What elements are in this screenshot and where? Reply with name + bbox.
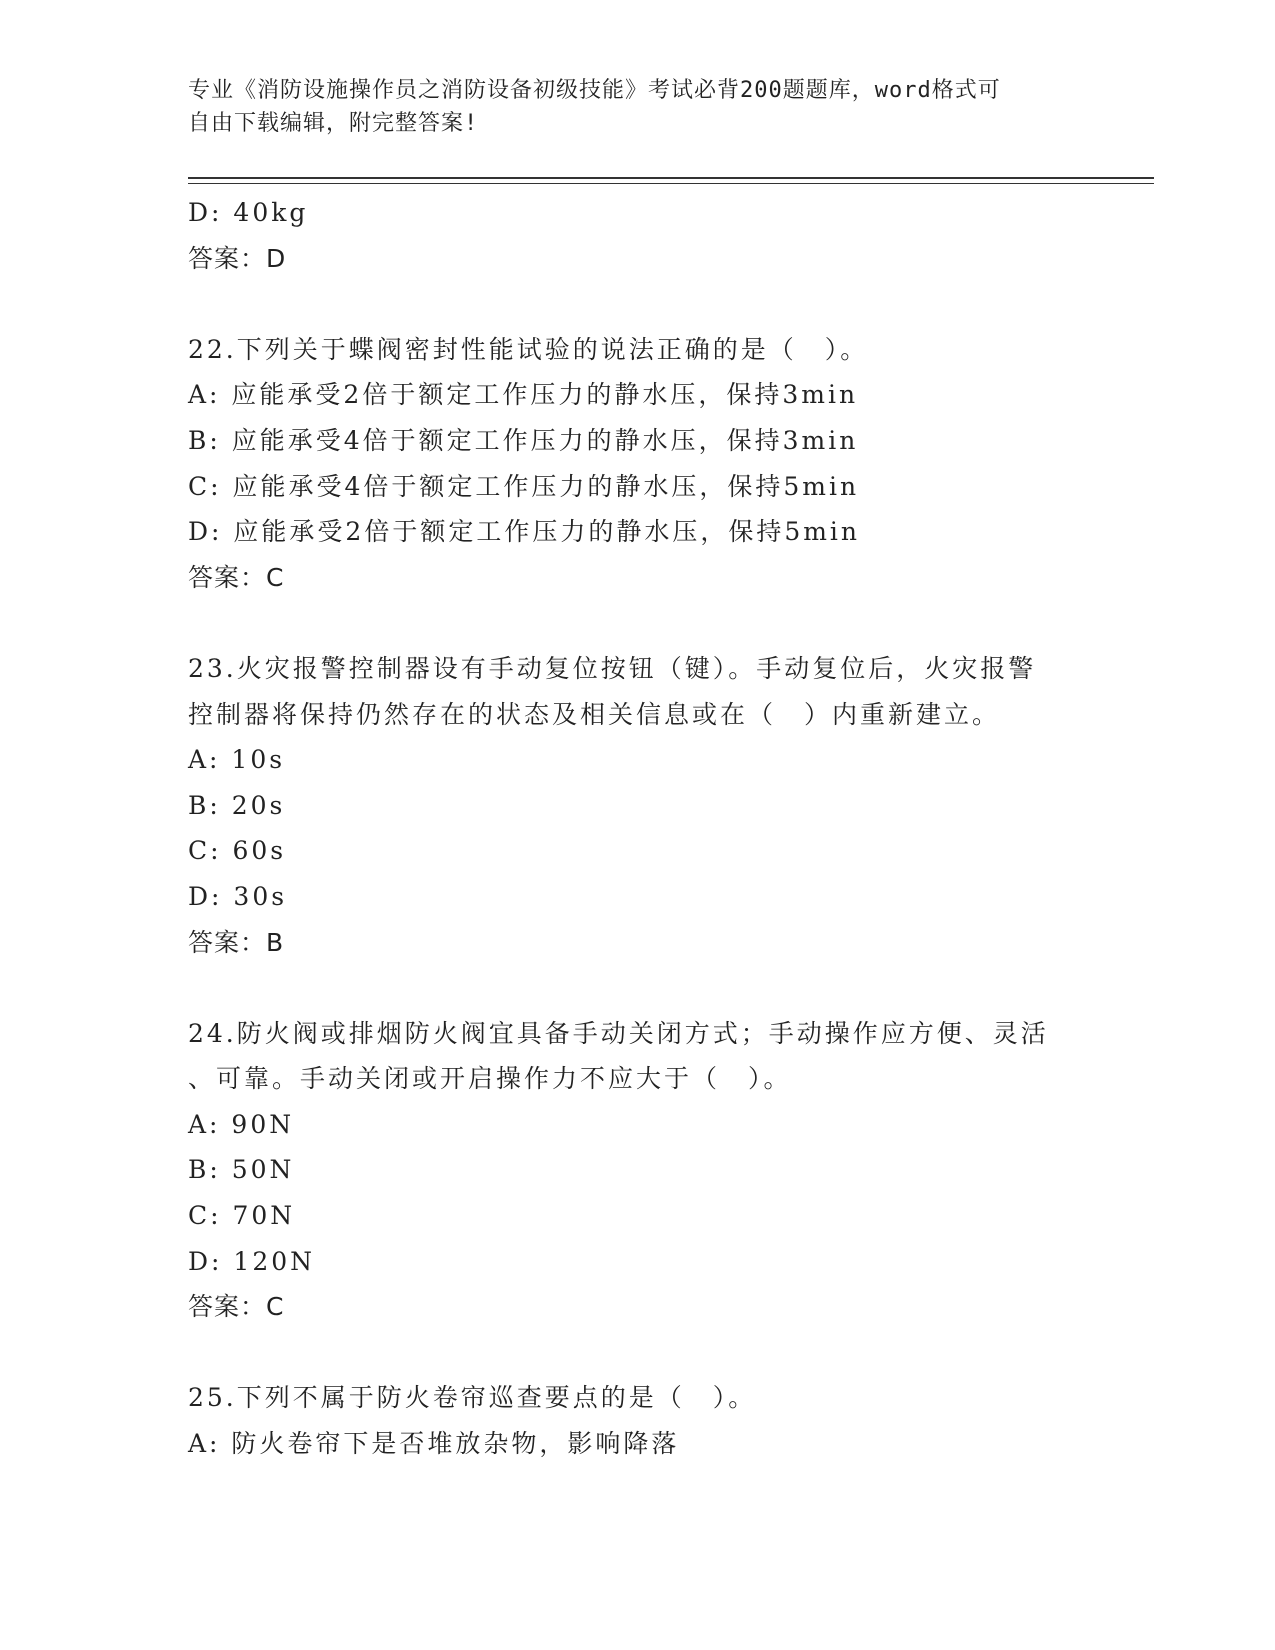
header-line-1: 专业《消防设施操作员之消防设备初级技能》考试必背200题题库，word格式可 bbox=[188, 78, 1001, 103]
header-divider-thick bbox=[188, 177, 1154, 179]
question-stem-line-1: 23.火灾报警控制器设有手动复位按钮（键）。手动复位后，火灾报警 bbox=[188, 653, 1037, 683]
option-a: A: 防火卷帘下是否堆放杂物，影响降落 bbox=[188, 1429, 680, 1459]
header-line-2: 自由下载编辑，附完整答案! bbox=[188, 111, 479, 136]
carryover-block bbox=[188, 190, 1088, 281]
answer-line: 答案：B bbox=[188, 927, 285, 957]
option-a: A: 应能承受2倍于额定工作压力的静水压，保持3min bbox=[188, 380, 859, 410]
option-d: D: 30s bbox=[188, 881, 288, 911]
option-d: D: 40kg bbox=[188, 198, 309, 227]
question-stem: 22.下列关于蝶阀密封性能试验的说法正确的是（ ）。 bbox=[188, 334, 869, 364]
option-a: A: 90N bbox=[188, 1109, 295, 1139]
question-stem: 25.下列不属于防火卷帘巡查要点的是（ ）。 bbox=[188, 1383, 757, 1413]
option-d: D: 120N bbox=[188, 1246, 316, 1276]
header-divider-thin bbox=[188, 183, 1154, 184]
question-list bbox=[188, 190, 1088, 1467]
option-c: C: 70N bbox=[188, 1201, 296, 1231]
question-25 bbox=[188, 1375, 1088, 1466]
answer-line: 答案：C bbox=[188, 1292, 285, 1322]
option-d: D: 应能承受2倍于额定工作压力的静水压，保持5min bbox=[188, 517, 861, 547]
answer-line: 答案：D bbox=[188, 243, 287, 273]
option-a: A: 10s bbox=[188, 745, 286, 775]
question-24 bbox=[188, 1011, 1088, 1330]
option-c: C: 应能承受4倍于额定工作压力的静水压，保持5min bbox=[188, 471, 860, 501]
question-stem-line-1: 24.防火阀或排烟防火阀宜具备手动关闭方式；手动操作应方便、灵活 bbox=[188, 1018, 1049, 1048]
option-c: C: 60s bbox=[188, 836, 287, 866]
question-stem-line-2: 控制器将保持仍然存在的状态及相关信息或在（ ）内重新建立。 bbox=[188, 699, 1001, 729]
option-b: B: 50N bbox=[188, 1155, 295, 1185]
question-22 bbox=[188, 327, 1088, 601]
document-header bbox=[188, 74, 1088, 140]
option-b: B: 20s bbox=[188, 790, 286, 820]
question-stem-line-2: 、可靠。手动关闭或开启操作力不应大于（ ）。 bbox=[188, 1064, 792, 1094]
answer-line: 答案：C bbox=[188, 562, 285, 592]
option-b: B: 应能承受4倍于额定工作压力的静水压，保持3min bbox=[188, 425, 859, 455]
question-23 bbox=[188, 646, 1088, 965]
